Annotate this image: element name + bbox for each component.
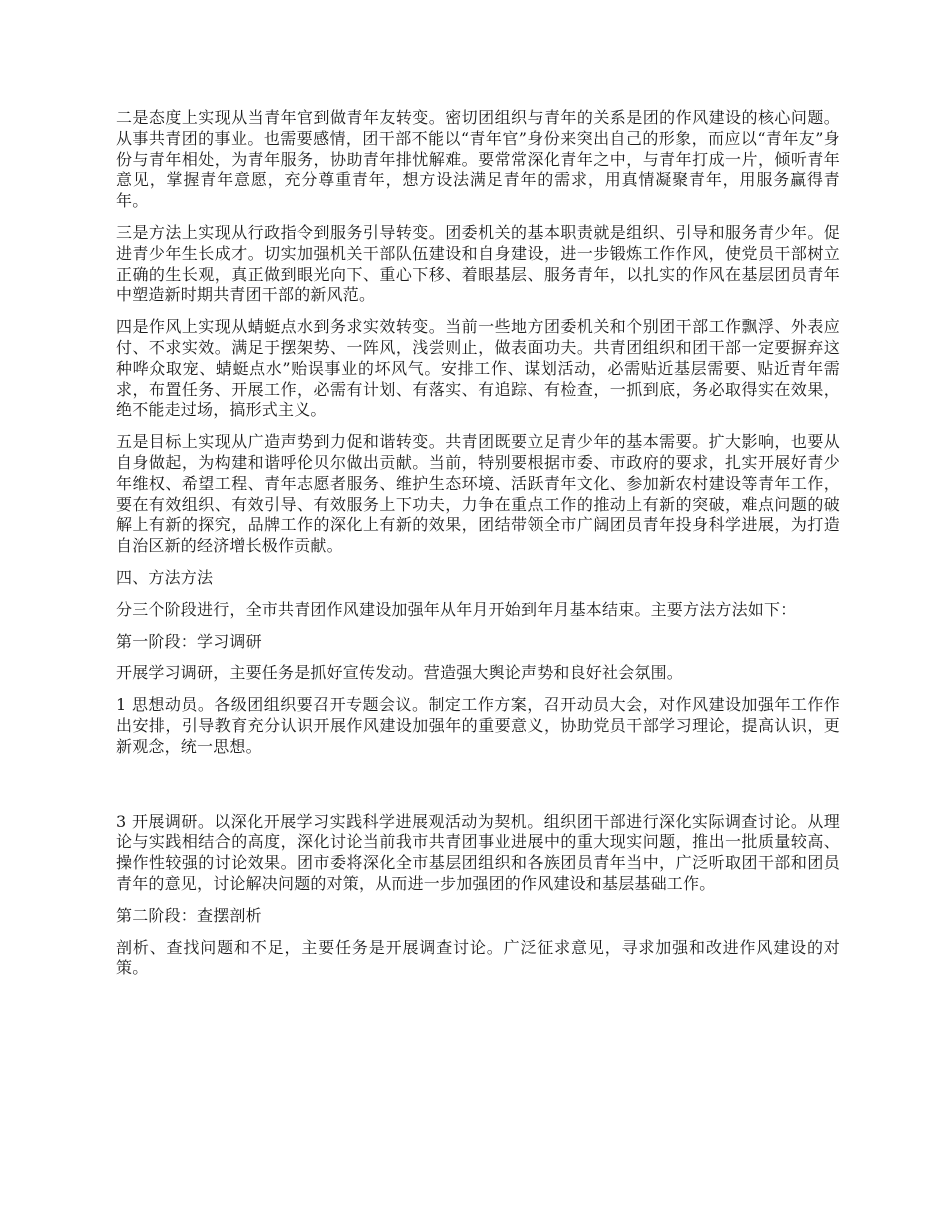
paragraph-stage-one-intro: 开展学习调研，主要任务是抓好宣传发动。营造强大舆论声势和良好社会氛围。 [116, 663, 684, 683]
stage-one-heading: 第一阶段：学习调研 [116, 631, 262, 651]
paragraph-style-change: 四是作风上实现从蜻蜓点水到务求实效转变。当前一些地方团委机关和个别团干部工作飘浮、外表应付、不求实效。满足于摆架势、一阵风，浅尝则止，做表面功夫。共青团组织和团干部一定要摒弃这种哗众取宠、蜻蜓点水”贻误事业的坏风气。安排工作、谋划活动，必需贴近基层需要、贴近青年需求，布置任务、开展工作，必需有计划、有落实、有追踪、有检查，一抓到底，务必取得实在效果，绝不能走过场，搞形式主义。 [116, 317, 840, 420]
paragraph-three-stages: 分三个阶段进行，全市共青团作风建设加强年从年月开始到年月基本结束。主要方法方法如下： [116, 599, 797, 619]
paragraph-stage-two-intro: 剖析、查找问题和不足，主要任务是开展调查讨论。广泛征求意见，寻求加强和改进作风建设的对策。 [116, 937, 840, 978]
document-body [116, 108, 840, 990]
stage-two-heading: 第二阶段：查摆剖析 [116, 905, 262, 925]
paragraph-method-change: 三是方法上实现从行政指令到服务引导转变。团委机关的基本职责就是组织、引导和服务青少年。促进青少年生长成才。切实加强机关干部队伍建设和自身建设，进一步锻炼工作作风，使党员干部树立正确的生长观，真正做到眼光向下、重心下移、着眼基层、服务青年，以扎实的作风在基层团员青年中塑造新时期共青团干部的新风范。 [116, 222, 840, 305]
paragraph-goal-change: 五是目标上实现从广造声势到力促和谐转变。共青团既要立足青少年的基本需要。扩大影响，也要从自身做起，为构建和谐呼伦贝尔做出贡献。当前，特别要根据市委、市政府的要求，扎实开展好青少年维权、希望工程、青年志愿者服务、维护生态环境、活跃青年文化、参加新农村建设等青年工作，要在有效组织、有效引导、有效服务上下功夫，力争在重点工作的推动上有新的突破，难点问题的破解上有新的探究，品牌工作的深化上有新的效果，团结带领全市广阔团员青年投身科学进展，为打造自治区新的经济增长极作贡献。 [116, 432, 840, 556]
section-heading-methods: 四、方法方法 [116, 567, 214, 587]
paragraph-attitude-change: 二是态度上实现从当青年官到做青年友转变。密切团组织与青年的关系是团的作风建设的核心问题。从事共青团的事业。也需要感情，团干部不能以“青年官”身份来突出自己的形象，而应以“青年友”身份与青年相处，为青年服务，协助青年排忧解难。要常常深化青年之中，与青年打成一片，倾听青年意见，掌握青年意愿，充分尊重青年，想方设法满足青年的需求，用真情凝聚青年，用服务赢得青年。 [116, 108, 840, 211]
blank-gap [116, 769, 840, 812]
paragraph-mobilization: 1 思想动员。各级团组织要召开专题会议。制定工作方案，召开动员大会，对作风建设加强年工作作出安排，引导教育充分认识开展作风建设加强年的重要意义，协助党员干部学习理论，提高认识，更新观念，统一思想。 [116, 695, 840, 756]
paragraph-research: 3 开展调研。以深化开展学习实践科学进展观活动为契机。组织团干部进行深化实际调查讨论。从理论与实践相结合的高度，深化讨论当前我市共青团事业进展中的重大现实问题，推出一批质量较高、操作性较强的讨论效果。团市委将深化全市基层团组织和各族团员青年当中，广泛听取团干部和团员青年的意见，讨论解决问题的对策，从而进一步加强团的作风建设和基层基础工作。 [116, 811, 840, 893]
